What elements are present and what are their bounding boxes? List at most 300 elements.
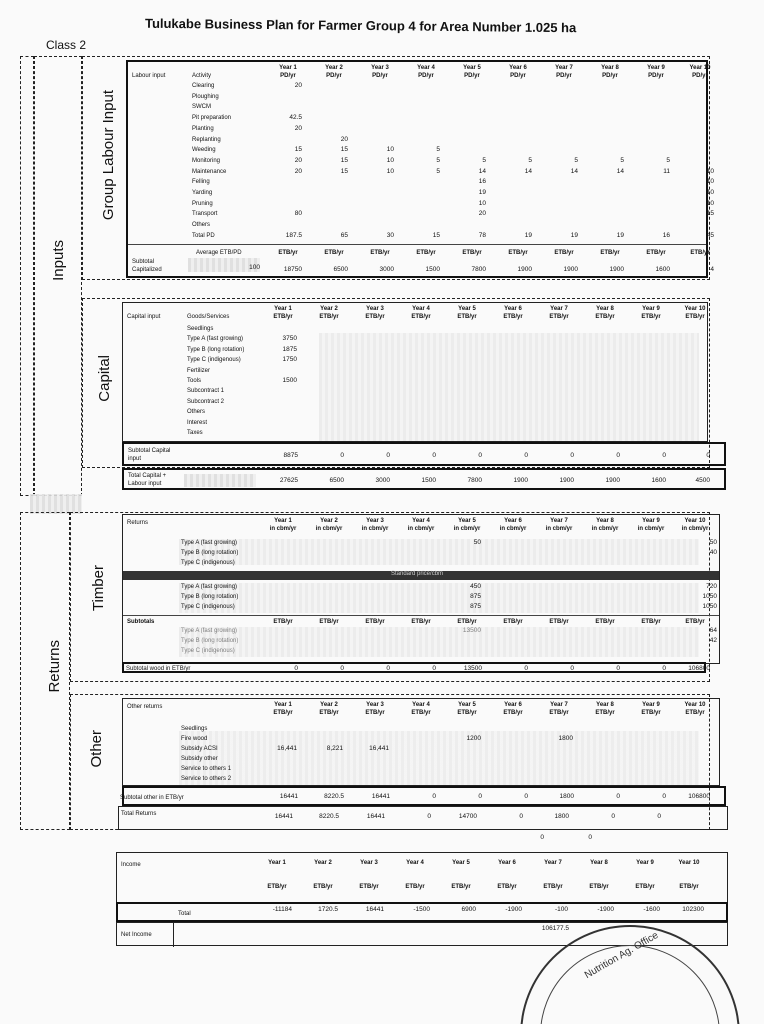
timber-price-row: Type B (long rotation) <box>181 594 239 600</box>
labour-subtotal-value: 1900 <box>563 266 578 273</box>
capital-item: Fertilizer <box>187 367 211 374</box>
year-header: Year 5 <box>458 702 476 708</box>
subtotals-unit: ETB/yr <box>411 619 431 625</box>
subtotal-other-value: 8220.5 <box>324 793 344 800</box>
labour-col1: Labour input <box>132 73 166 79</box>
unit-header: PD/yr <box>556 73 572 79</box>
other-item: Fire wood <box>181 736 208 742</box>
timber-cbm-value: 50 <box>709 539 717 546</box>
extra-zero-1: 0 <box>540 834 544 841</box>
labour-value: 20 <box>294 156 302 164</box>
labour-value: 10 <box>706 167 714 175</box>
avg-value: 100 <box>249 264 260 271</box>
income-total-label: Total <box>178 911 191 917</box>
labour-value: 80 <box>294 210 302 218</box>
labour-value: 10 <box>386 146 394 154</box>
income-year: Year 10 <box>678 860 700 866</box>
subtotal-wood-value: 0 <box>524 665 528 672</box>
income-total-value: 16441 <box>365 906 384 913</box>
labour-subtotal-value: 7800 <box>471 266 486 273</box>
labour-value: 19 <box>524 231 532 239</box>
subtotals-unit: ETB/yr <box>641 619 661 625</box>
income-unit: ETB/yr <box>543 884 563 890</box>
avg-unit: ETB/yr <box>462 250 482 256</box>
subtotals-unit: ETB/yr <box>273 619 293 625</box>
labour-subtotal-value: 1900 <box>517 266 532 273</box>
labour-value: 42.5 <box>289 114 302 122</box>
net-divider <box>173 923 174 947</box>
subtotal-other-value: 0 <box>524 793 528 800</box>
capital-subtotal-value: 0 <box>432 452 436 459</box>
unit-header: in cbm/yr <box>681 526 709 532</box>
timber-shade <box>179 539 699 565</box>
capital-item: Type C (indigenous) <box>187 357 241 364</box>
unit-header: PD/yr <box>648 73 664 79</box>
inputs-label: Inputs <box>50 240 67 281</box>
income-year: Year 8 <box>590 860 608 866</box>
unit-header: ETB/yr <box>549 710 569 716</box>
year-header: Year 4 <box>412 702 430 708</box>
timber-price-value: 720 <box>706 583 717 590</box>
labour-value: 14 <box>478 167 486 175</box>
firewood-value: 1200 <box>466 735 481 742</box>
timber-price-value: 1050 <box>702 603 717 610</box>
class-label: Class 2 <box>46 38 87 52</box>
year-header: Year 2 <box>320 702 338 708</box>
activity-label: Maintenance <box>192 168 227 175</box>
labour-value: 10 <box>386 167 394 175</box>
avg-unit: ETB/yr <box>324 250 344 256</box>
capital-subtotal-value: 0 <box>616 452 620 459</box>
income-year: Year 9 <box>636 860 654 866</box>
unit-header: in cbm/yr <box>361 526 389 532</box>
timber-price-value: 450 <box>470 583 481 590</box>
labour-subtotal-value: 1600 <box>655 266 670 273</box>
document-title: Tulukabe Business Plan for Farmer Group 4 for Area Number 1.025 ha <box>144 15 577 36</box>
timber-cbm-value: 50 <box>473 539 481 546</box>
net-income-value: 106177.5 <box>541 925 569 932</box>
capital-subtotal-value: 0 <box>478 452 482 459</box>
capital-col2: Goods/Services <box>187 314 230 320</box>
year-header: Year 7 <box>550 306 568 312</box>
year-header: Year 6 <box>504 518 522 524</box>
unit-header: ETB/yr <box>365 710 385 716</box>
labour-value: 10 <box>706 189 714 196</box>
year-header: Year 6 <box>504 306 522 312</box>
income-total-row <box>116 902 728 922</box>
subtotal-wood-value: 0 <box>570 665 574 672</box>
income-unit: ETB/yr <box>451 884 471 890</box>
year-header: Year 9 <box>642 306 660 312</box>
extra-zero-2: 0 <box>588 834 592 841</box>
capital-subtotal-value: 0 <box>524 452 528 459</box>
timber-cbm-row: Type C (indigenous) <box>181 560 235 566</box>
subtotal-wood-row <box>122 662 710 673</box>
labour-value: 15 <box>340 146 348 154</box>
labour-subtotal-value: 3000 <box>379 266 394 273</box>
subtotal-other-value: 16441 <box>371 793 390 800</box>
year-header: Year 8 <box>601 65 619 71</box>
income-total-value: 6900 <box>461 906 476 913</box>
activity-label: Clearing <box>192 83 215 89</box>
income-year: Year 7 <box>544 860 562 866</box>
total-input-label: Total Capital + Labour input <box>128 473 167 487</box>
total-returns-value: 0 <box>427 813 431 820</box>
year-header: Year 9 <box>647 65 665 71</box>
capital-item: Seedlings <box>187 326 214 332</box>
labour-value: 20 <box>478 210 486 218</box>
subtotals-unit: ETB/yr <box>503 619 523 625</box>
unit-header: ETB/yr <box>411 314 431 320</box>
year-header: Year 8 <box>596 702 614 708</box>
capital-value: 1500 <box>282 377 297 384</box>
labour-value: 15 <box>294 146 302 154</box>
labour-value: 30 <box>386 231 394 239</box>
year-header: Year 4 <box>417 65 435 71</box>
unit-header: ETB/yr <box>503 314 523 320</box>
labour-value: 15 <box>340 156 348 164</box>
activity-label: Pruning <box>192 200 213 207</box>
capital-subtotal-row <box>122 442 726 466</box>
net-income-label: Net Income <box>121 932 152 938</box>
labour-table <box>126 60 714 278</box>
capital-item: Subcontract 2 <box>187 398 225 405</box>
subtotal-wood-value: 0 <box>340 665 344 672</box>
activity-label: Transport <box>192 211 218 218</box>
inputs-shade <box>30 494 82 514</box>
capital-subtotal-value: 0 <box>570 452 574 459</box>
activity-label: Others <box>192 222 211 229</box>
subtotal-other-value: 0 <box>432 793 436 800</box>
income-total-value: -1900 <box>597 906 614 913</box>
labour-value: 19 <box>570 231 578 239</box>
timber-table <box>122 514 720 664</box>
unit-header: ETB/yr <box>595 710 615 716</box>
labour-value: 20 <box>294 124 302 132</box>
year-header: Year 5 <box>458 518 476 524</box>
other-item: Subsidy ACSI <box>181 746 218 752</box>
price-band <box>123 571 719 580</box>
income-label: Income <box>121 862 141 868</box>
subtotal-wood-value: 0 <box>662 665 666 672</box>
income-total-value: -1500 <box>413 906 430 913</box>
total-returns-value: 16441 <box>274 813 293 820</box>
year-header: Year 1 <box>274 306 292 312</box>
labour-value: 10 <box>706 199 714 207</box>
unit-header: in cbm/yr <box>591 526 619 532</box>
other-label: Other <box>88 730 105 768</box>
year-header: Year 2 <box>325 65 343 71</box>
unit-header: ETB/yr <box>641 710 661 716</box>
labour-value: 14 <box>524 167 532 175</box>
capital-col1: Capital input <box>127 314 161 320</box>
unit-header: ETB/yr <box>273 710 293 716</box>
year-header: Year 10 <box>684 518 706 524</box>
capital-subtotal-value: 0 <box>340 452 344 459</box>
total-input-shade <box>184 474 256 487</box>
labour-value: 10 <box>706 178 714 186</box>
unit-header: in cbm/yr <box>545 526 573 532</box>
returns-label: Returns <box>46 640 63 693</box>
unit-header: PD/yr <box>464 73 480 79</box>
capital-total-value: 1500 <box>421 477 436 484</box>
labour-value: 14 <box>570 167 578 175</box>
income-year: Year 4 <box>406 860 424 866</box>
unit-header: in cbm/yr <box>453 526 481 532</box>
capital-value: 1875 <box>282 345 297 353</box>
other-item: Service to others 1 <box>181 766 232 772</box>
labour-value: 5 <box>436 146 440 154</box>
activity-label: Total PD <box>192 232 215 239</box>
subtotals-unit: ETB/yr <box>457 619 477 625</box>
timber-price-value: 875 <box>470 593 481 600</box>
other-table <box>122 698 720 786</box>
activity-label: Replanting <box>192 136 221 143</box>
unit-header: ETB/yr <box>641 314 661 320</box>
unit-header: in cbm/yr <box>269 526 297 532</box>
unit-header: in cbm/yr <box>315 526 343 532</box>
subtotal-wood-label: Subtotal wood in ETB/yr <box>126 666 191 672</box>
labour-value: 5 <box>482 156 486 164</box>
income-unit: ETB/yr <box>497 884 517 890</box>
capital-value: 3750 <box>282 335 297 343</box>
total-returns-value: 1800 <box>554 813 569 820</box>
income-total-value: -11184 <box>272 906 292 913</box>
timber-col1: Returns <box>127 520 149 526</box>
subtotal-wood-value: 0 <box>616 665 620 672</box>
timber-label: Timber <box>90 565 107 612</box>
year-header: Year 7 <box>550 518 568 524</box>
capital-label: Capital <box>96 355 113 402</box>
capital-total-value: 1900 <box>605 477 620 484</box>
labour-value: 15 <box>432 231 440 239</box>
unit-header: in cbm/yr <box>407 526 435 532</box>
labour-value: 5 <box>528 156 532 164</box>
year-header: Year 6 <box>504 702 522 708</box>
capital-total-value: 1900 <box>559 477 574 484</box>
firewood-value: 1800 <box>558 735 573 742</box>
capital-item: Subcontract 1 <box>187 388 225 395</box>
subtotal-other-row <box>122 786 726 806</box>
subtotals-unit: ETB/yr <box>365 619 385 625</box>
subtotal-other-value: 106800 <box>688 793 710 800</box>
timber-etb-value: 64 <box>709 627 717 634</box>
avg-unit: ETB/yr <box>278 250 298 256</box>
income-unit: ETB/yr <box>589 884 609 890</box>
unit-header: ETB/yr <box>549 314 569 320</box>
capital-subtotal-value: 8875 <box>283 452 298 459</box>
capital-item: Type A (fast growing) <box>187 336 244 343</box>
labour-value: 10 <box>478 199 486 207</box>
year-header: Year 4 <box>412 306 430 312</box>
capital-value: 1750 <box>282 356 297 364</box>
timber-etb-value: 42 <box>709 637 717 644</box>
income-unit: ETB/yr <box>405 884 425 890</box>
year-header: Year 5 <box>463 65 481 71</box>
capital-total-value: 7800 <box>467 477 482 484</box>
year-header: Year 3 <box>366 702 384 708</box>
year-header: Year 1 <box>274 702 292 708</box>
year-header: Year 3 <box>371 65 389 71</box>
price-shade <box>179 583 699 613</box>
avg-unit: ETB/yr <box>690 250 710 256</box>
income-total-value: -100 <box>554 906 568 913</box>
subtotal-wood-value: 0 <box>386 665 390 672</box>
other-item: Seedlings <box>181 726 208 732</box>
year-header: Year 7 <box>550 702 568 708</box>
capital-subtotal-label: Subtotal Capital input <box>128 448 171 462</box>
labour-value: 65 <box>340 231 348 239</box>
unit-header: ETB/yr <box>595 314 615 320</box>
unit-header: ETB/yr <box>685 314 705 320</box>
avg-unit: ETB/yr <box>600 250 620 256</box>
subtotal-wood-value: 0 <box>294 665 298 672</box>
total-input-row <box>122 468 726 490</box>
labour-subtotal-value: 6500 <box>333 266 348 273</box>
year-header: Year 9 <box>642 518 660 524</box>
etb-shade <box>179 627 699 657</box>
avg-unit: ETB/yr <box>554 250 574 256</box>
income-unit: ETB/yr <box>679 884 699 890</box>
year-header: Year 10 <box>684 702 706 708</box>
year-header: Year 3 <box>366 306 384 312</box>
total-returns-row <box>118 806 728 830</box>
year-header: Year 10 <box>689 65 711 71</box>
unit-header: in cbm/yr <box>499 526 527 532</box>
income-year: Year 2 <box>314 860 332 866</box>
subtotal-wood-value: 13500 <box>463 665 482 672</box>
labour-value: 16 <box>478 178 486 186</box>
total-returns-value: 0 <box>657 813 661 820</box>
labour-divider <box>128 244 706 245</box>
income-unit: ETB/yr <box>635 884 655 890</box>
labour-subtotal-value: 18750 <box>283 266 302 273</box>
labour-value: 5 <box>436 156 440 164</box>
capital-item: Tools <box>187 378 202 384</box>
capital-subtotal-value: 0 <box>706 452 710 459</box>
labour-value: 5 <box>620 156 624 164</box>
income-unit: ETB/yr <box>267 884 287 890</box>
labour-value: 45 <box>706 231 714 239</box>
subtotal-wood-value: 106800 <box>688 665 710 672</box>
labour-value: 19 <box>478 189 486 196</box>
labour-value: 5 <box>574 156 578 164</box>
subtotals-unit: ETB/yr <box>595 619 615 625</box>
income-unit: ETB/yr <box>359 884 379 890</box>
capital-shade <box>319 333 699 441</box>
timber-price-value: 1050 <box>702 593 717 600</box>
labour-value: 15 <box>706 210 714 218</box>
unit-header: PD/yr <box>510 73 526 79</box>
group-labour-label: Group Labour Input <box>100 90 117 221</box>
activity-label: Yarding <box>192 190 213 196</box>
total-returns-value: 0 <box>519 813 523 820</box>
capital-subtotal-value: 0 <box>386 452 390 459</box>
inputs-frame <box>20 56 34 496</box>
labour-col2: Activity <box>192 73 212 79</box>
labour-value: 14 <box>616 167 624 175</box>
price-band-label: Standard price/cbm <box>391 571 444 577</box>
income-unit: ETB/yr <box>313 884 333 890</box>
stamp-text: Nutrition Ag. Office <box>582 929 661 982</box>
subtotals-label: Subtotals <box>127 619 155 625</box>
labour-value: 15 <box>340 167 348 175</box>
subtotal-other-value: 0 <box>616 793 620 800</box>
unit-header: ETB/yr <box>457 314 477 320</box>
activity-label: Weeding <box>192 147 216 154</box>
income-total-value: -1600 <box>643 906 660 913</box>
activity-label: Felling <box>192 179 210 186</box>
unit-header: PD/yr <box>372 73 388 79</box>
year-header: Year 3 <box>366 518 384 524</box>
income-total-value: 1720.5 <box>318 906 338 913</box>
capital-item: Type B (long rotation) <box>187 346 245 353</box>
labour-value: 20 <box>340 135 348 143</box>
labour-subtotal-value: 1500 <box>425 266 440 273</box>
labour-value: 16 <box>662 231 670 239</box>
unit-header: ETB/yr <box>365 314 385 320</box>
unit-header: ETB/yr <box>319 710 339 716</box>
subtotal-other-value: 0 <box>478 793 482 800</box>
subsidy-value: 16,441 <box>277 745 297 752</box>
income-total-value: 102300 <box>682 906 704 913</box>
capital-total-value: 6500 <box>329 477 344 484</box>
total-returns-value: 16441 <box>366 813 385 820</box>
activity-label: Monitoring <box>192 157 221 164</box>
subtotal-other-value: 16441 <box>279 793 298 800</box>
year-header: Year 6 <box>509 65 527 71</box>
labour-value: 78 <box>478 231 486 239</box>
income-year: Year 5 <box>452 860 470 866</box>
labour-value: 20 <box>294 167 302 175</box>
total-returns-value: 0 <box>611 813 615 820</box>
unit-header: PD/yr <box>418 73 434 79</box>
labour-subtotal-value: 4 <box>710 266 714 273</box>
unit-header: PD/yr <box>692 73 708 79</box>
labour-value: 5 <box>666 156 670 164</box>
total-returns-value: 14700 <box>458 813 477 820</box>
unit-header: ETB/yr <box>273 314 293 320</box>
income-year: Year 1 <box>268 860 286 866</box>
labour-value: 19 <box>616 231 624 239</box>
subtotal-other-value: 0 <box>662 793 666 800</box>
subsidy-value: 16,441 <box>369 745 389 752</box>
subtotal-label: Subtotal Capitalized <box>132 259 162 273</box>
unit-header: ETB/yr <box>685 710 705 716</box>
unit-header: ETB/yr <box>457 710 477 716</box>
year-header: Year 1 <box>279 65 297 71</box>
total-returns-value: 8220.5 <box>319 813 339 820</box>
other-item: Service to others 2 <box>181 776 232 782</box>
timber-price-row: Type C (indigenous) <box>181 604 235 610</box>
labour-subtotal-value: 1900 <box>609 266 624 273</box>
subtotal-other-label: Subtotal other in ETB/yr <box>120 795 184 801</box>
timber-cbm-row: Type A (fast growing) <box>181 540 238 546</box>
activity-label: Ploughing <box>192 93 219 100</box>
year-header: Year 8 <box>596 518 614 524</box>
capital-table <box>122 302 708 442</box>
subtotals-unit: ETB/yr <box>685 619 705 625</box>
activity-label: Pit preparation <box>192 115 232 122</box>
labour-value: 11 <box>663 167 670 175</box>
unit-header: PD/yr <box>326 73 342 79</box>
labour-value: 10 <box>386 156 394 164</box>
capital-subtotal-value: 0 <box>662 452 666 459</box>
labour-value: 5 <box>436 167 440 175</box>
labour-value: 20 <box>294 82 302 89</box>
income-year: Year 6 <box>498 860 516 866</box>
year-header: Year 9 <box>642 702 660 708</box>
